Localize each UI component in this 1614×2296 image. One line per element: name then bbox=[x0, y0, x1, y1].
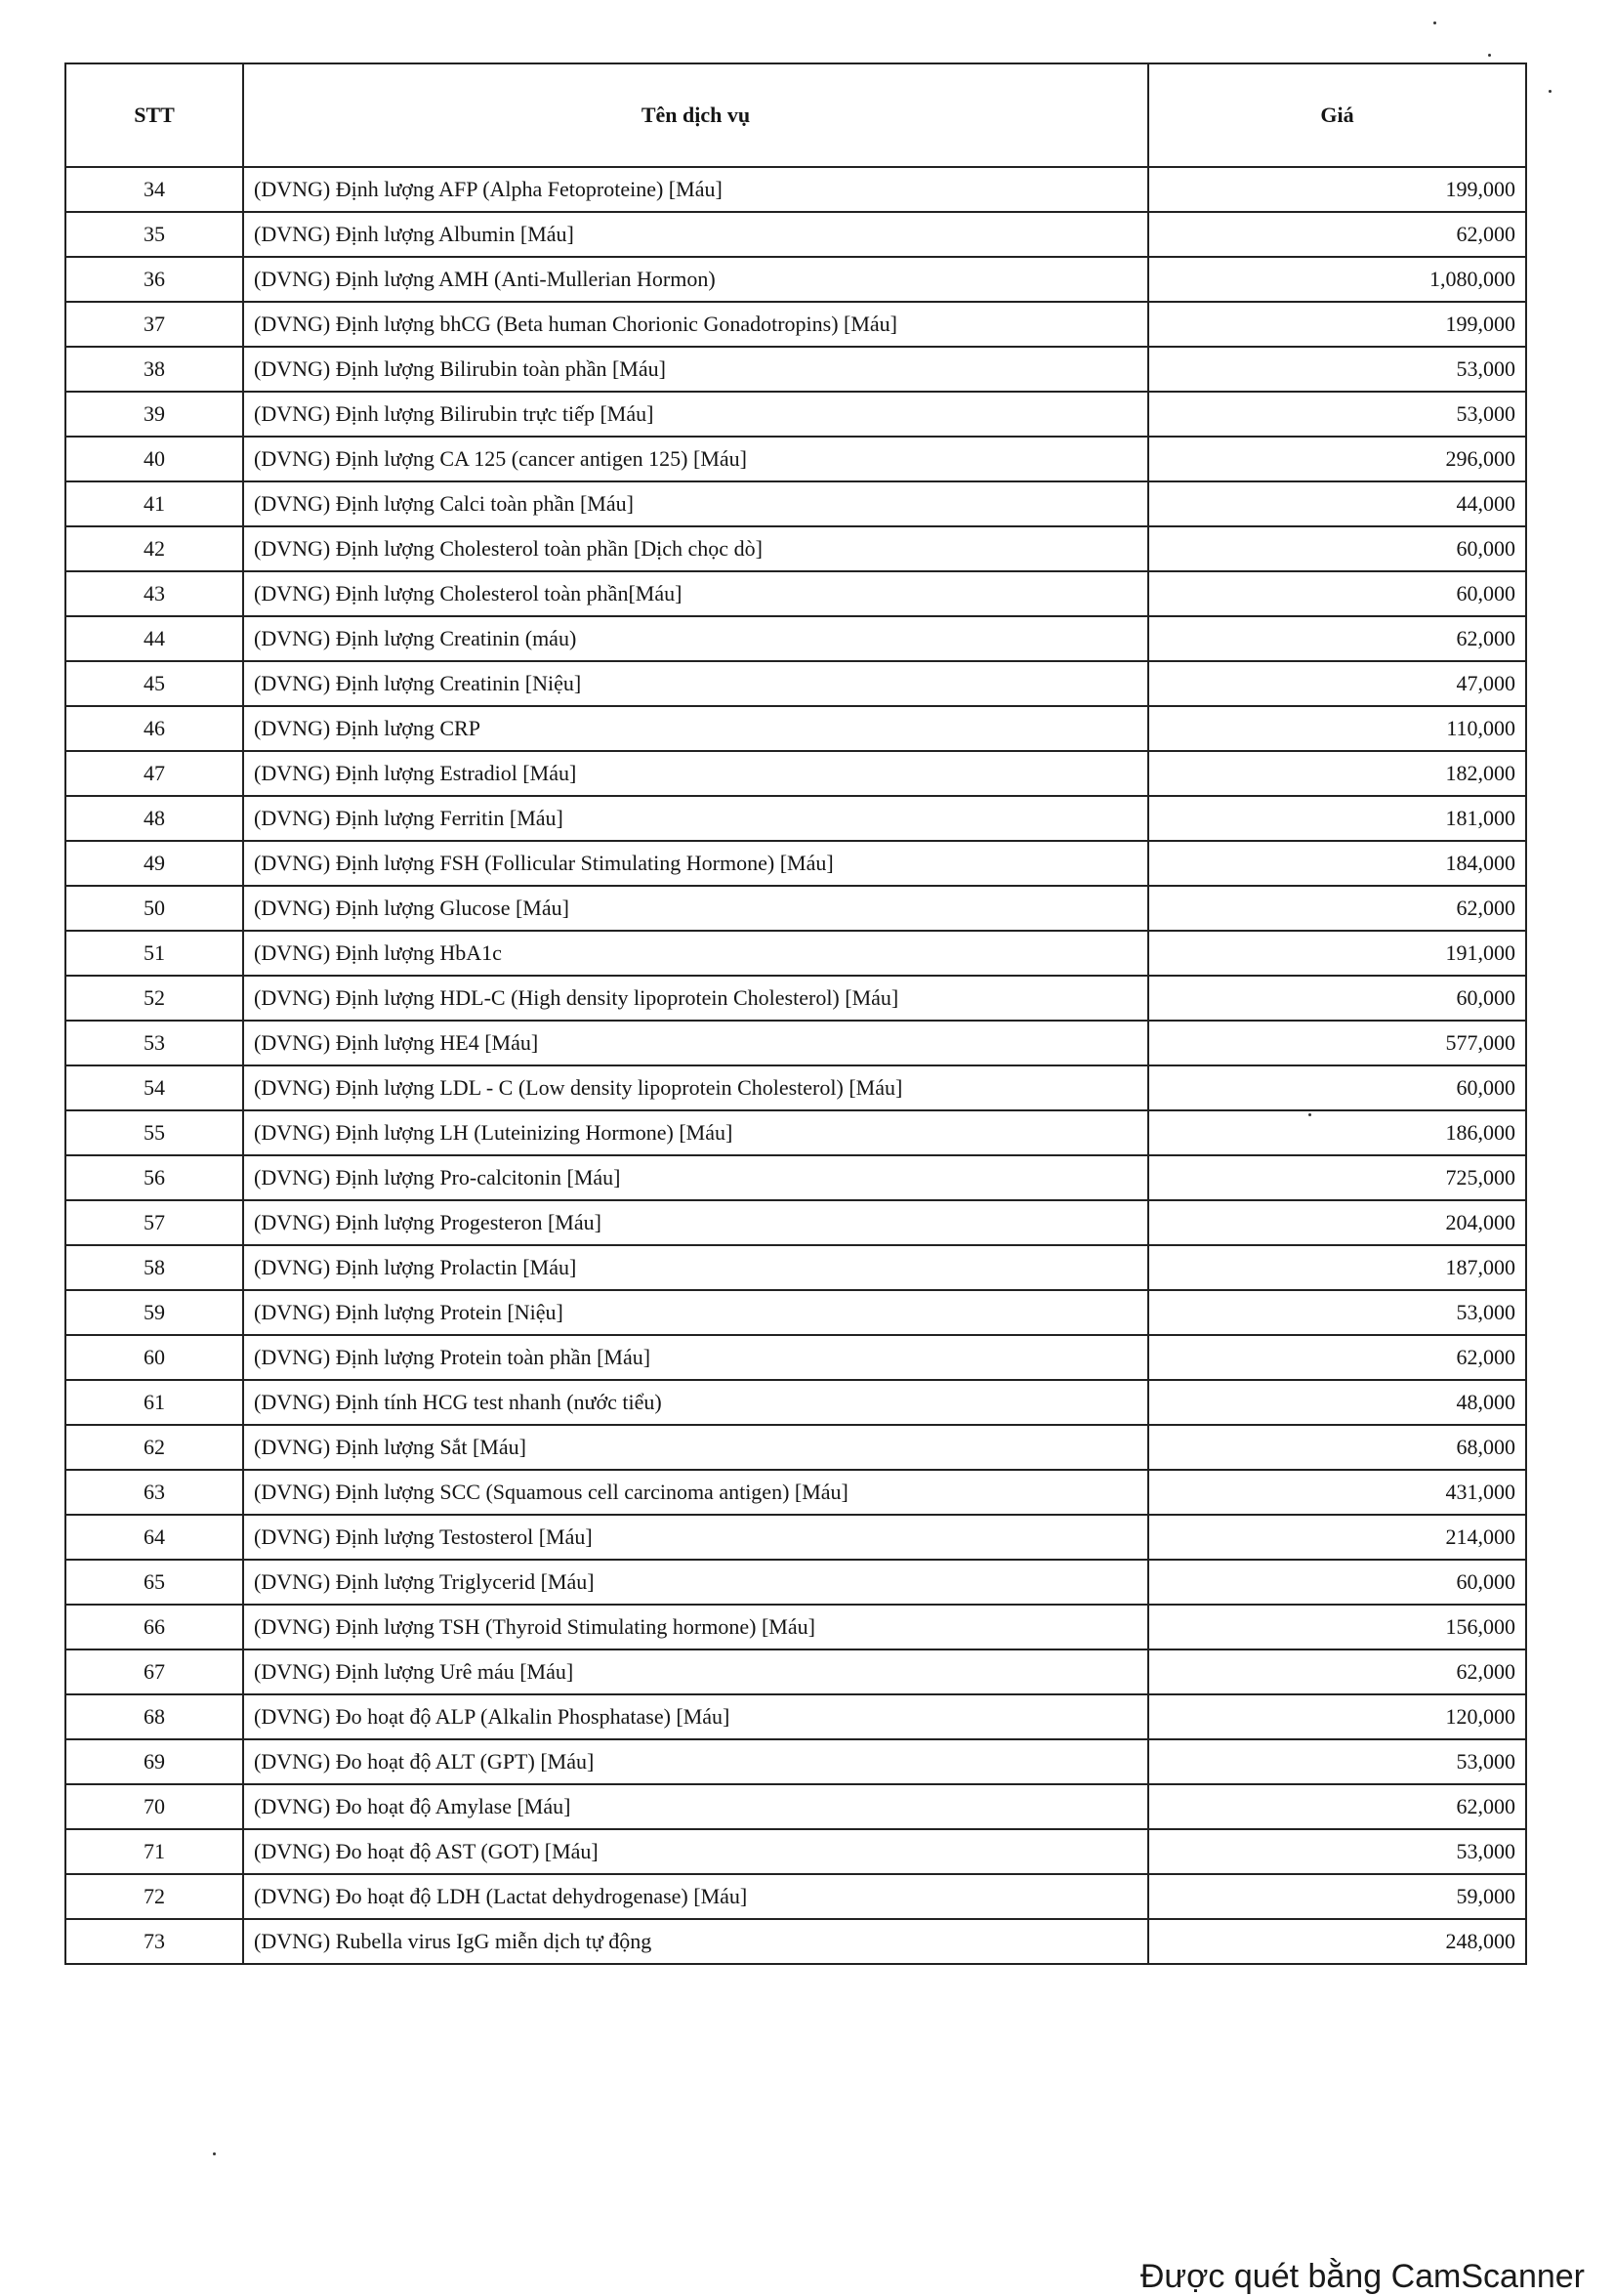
row-stt: 69 bbox=[65, 1739, 243, 1784]
table-row bbox=[65, 706, 1526, 751]
row-price: 725,000 bbox=[1148, 1155, 1526, 1200]
row-price: 248,000 bbox=[1148, 1919, 1526, 1964]
table-row bbox=[65, 437, 1526, 481]
row-price: 181,000 bbox=[1148, 796, 1526, 841]
row-service-name: (DVNG) Định lượng HE4 [Máu] bbox=[243, 1021, 1148, 1065]
table-row bbox=[65, 1919, 1526, 1964]
table-row bbox=[65, 1335, 1526, 1380]
row-service-name: (DVNG) Định lượng Glucose [Máu] bbox=[243, 886, 1148, 931]
row-stt: 56 bbox=[65, 1155, 243, 1200]
row-stt: 42 bbox=[65, 526, 243, 571]
row-stt: 70 bbox=[65, 1784, 243, 1829]
row-service-name: (DVNG) Định lượng Bilirubin trực tiếp [Máu] bbox=[243, 392, 1148, 437]
row-price: 182,000 bbox=[1148, 751, 1526, 796]
table-row bbox=[65, 481, 1526, 526]
row-service-name: (DVNG) Định lượng LDL - C (Low density lipoprotein Cholesterol) [Máu] bbox=[243, 1065, 1148, 1110]
camscanner-watermark: Được quét bằng CamScanner bbox=[1139, 2258, 1585, 2295]
row-price: 296,000 bbox=[1148, 437, 1526, 481]
row-price: 191,000 bbox=[1148, 931, 1526, 976]
table-row bbox=[65, 976, 1526, 1021]
row-price: 1,080,000 bbox=[1148, 257, 1526, 302]
row-price: 199,000 bbox=[1148, 302, 1526, 347]
table-row bbox=[65, 526, 1526, 571]
row-price: 120,000 bbox=[1148, 1694, 1526, 1739]
row-stt: 47 bbox=[65, 751, 243, 796]
table-row bbox=[65, 931, 1526, 976]
table-header-row bbox=[65, 63, 1526, 167]
row-price: 68,000 bbox=[1148, 1425, 1526, 1470]
row-service-name: (DVNG) Định tính HCG test nhanh (nước tiểu) bbox=[243, 1380, 1148, 1425]
row-service-name: (DVNG) Định lượng LH (Luteinizing Hormone) [Máu] bbox=[243, 1110, 1148, 1155]
row-price: 156,000 bbox=[1148, 1605, 1526, 1649]
row-price: 60,000 bbox=[1148, 1560, 1526, 1605]
row-stt: 38 bbox=[65, 347, 243, 392]
row-stt: 52 bbox=[65, 976, 243, 1021]
row-price: 62,000 bbox=[1148, 616, 1526, 661]
row-price: 59,000 bbox=[1148, 1874, 1526, 1919]
row-service-name: (DVNG) Định lượng TSH (Thyroid Stimulating hormone) [Máu] bbox=[243, 1605, 1148, 1649]
table-row bbox=[65, 796, 1526, 841]
row-stt: 73 bbox=[65, 1919, 243, 1964]
row-service-name: (DVNG) Định lượng Pro-calcitonin [Máu] bbox=[243, 1155, 1148, 1200]
table-row bbox=[65, 1605, 1526, 1649]
row-service-name: (DVNG) Định lượng Calci toàn phần [Máu] bbox=[243, 481, 1148, 526]
row-stt: 35 bbox=[65, 212, 243, 257]
row-service-name: (DVNG) Định lượng Triglycerid [Máu] bbox=[243, 1560, 1148, 1605]
row-stt: 51 bbox=[65, 931, 243, 976]
table-row bbox=[65, 1245, 1526, 1290]
table-row bbox=[65, 841, 1526, 886]
row-stt: 62 bbox=[65, 1425, 243, 1470]
row-service-name: (DVNG) Định lượng Cholesterol toàn phần [Dịch chọc dò] bbox=[243, 526, 1148, 571]
row-stt: 66 bbox=[65, 1605, 243, 1649]
row-service-name: (DVNG) Đo hoạt độ AST (GOT) [Máu] bbox=[243, 1829, 1148, 1874]
row-stt: 57 bbox=[65, 1200, 243, 1245]
row-stt: 68 bbox=[65, 1694, 243, 1739]
row-price: 184,000 bbox=[1148, 841, 1526, 886]
row-price: 187,000 bbox=[1148, 1245, 1526, 1290]
row-stt: 46 bbox=[65, 706, 243, 751]
table-row bbox=[65, 1110, 1526, 1155]
row-price: 53,000 bbox=[1148, 347, 1526, 392]
row-price: 199,000 bbox=[1148, 167, 1526, 212]
row-stt: 50 bbox=[65, 886, 243, 931]
row-price: 44,000 bbox=[1148, 481, 1526, 526]
header-price: Giá bbox=[1148, 63, 1526, 167]
table-row bbox=[65, 1784, 1526, 1829]
row-price: 62,000 bbox=[1148, 1335, 1526, 1380]
row-stt: 45 bbox=[65, 661, 243, 706]
row-stt: 44 bbox=[65, 616, 243, 661]
row-service-name: (DVNG) Định lượng Creatinin [Niệu] bbox=[243, 661, 1148, 706]
row-service-name: (DVNG) Định lượng HDL-C (High density lipoprotein Cholesterol) [Máu] bbox=[243, 976, 1148, 1021]
row-service-name: (DVNG) Định lượng Prolactin [Máu] bbox=[243, 1245, 1148, 1290]
row-service-name: (DVNG) Định lượng Cholesterol toàn phần[Máu] bbox=[243, 571, 1148, 616]
row-price: 60,000 bbox=[1148, 526, 1526, 571]
row-stt: 36 bbox=[65, 257, 243, 302]
row-stt: 61 bbox=[65, 1380, 243, 1425]
table-row bbox=[65, 302, 1526, 347]
row-stt: 65 bbox=[65, 1560, 243, 1605]
table-row bbox=[65, 751, 1526, 796]
row-price: 110,000 bbox=[1148, 706, 1526, 751]
row-service-name: (DVNG) Định lượng Sắt [Máu] bbox=[243, 1425, 1148, 1470]
table-row bbox=[65, 1290, 1526, 1335]
row-stt: 34 bbox=[65, 167, 243, 212]
table-row bbox=[65, 1155, 1526, 1200]
row-price: 62,000 bbox=[1148, 212, 1526, 257]
table-row bbox=[65, 257, 1526, 302]
row-stt: 41 bbox=[65, 481, 243, 526]
row-stt: 39 bbox=[65, 392, 243, 437]
row-price: 60,000 bbox=[1148, 571, 1526, 616]
row-stt: 59 bbox=[65, 1290, 243, 1335]
row-service-name: (DVNG) Định lượng bhCG (Beta human Chorionic Gonadotropins) [Máu] bbox=[243, 302, 1148, 347]
table-row bbox=[65, 1649, 1526, 1694]
row-stt: 58 bbox=[65, 1245, 243, 1290]
row-service-name: (DVNG) Định lượng AFP (Alpha Fetoproteine) [Máu] bbox=[243, 167, 1148, 212]
row-stt: 37 bbox=[65, 302, 243, 347]
row-price: 60,000 bbox=[1148, 976, 1526, 1021]
row-service-name: (DVNG) Đo hoạt độ ALP (Alkalin Phosphatase) [Máu] bbox=[243, 1694, 1148, 1739]
row-service-name: (DVNG) Định lượng Protein toàn phần [Máu] bbox=[243, 1335, 1148, 1380]
row-price: 62,000 bbox=[1148, 886, 1526, 931]
row-service-name: (DVNG) Định lượng HbA1c bbox=[243, 931, 1148, 976]
row-service-name: (DVNG) Định lượng Bilirubin toàn phần [Máu] bbox=[243, 347, 1148, 392]
row-stt: 71 bbox=[65, 1829, 243, 1874]
row-price: 62,000 bbox=[1148, 1784, 1526, 1829]
row-price: 577,000 bbox=[1148, 1021, 1526, 1065]
row-service-name: (DVNG) Đo hoạt độ LDH (Lactat dehydrogenase) [Máu] bbox=[243, 1874, 1148, 1919]
table-row bbox=[65, 167, 1526, 212]
row-price: 53,000 bbox=[1148, 1829, 1526, 1874]
row-service-name: (DVNG) Định lượng AMH (Anti-Mullerian Hormon) bbox=[243, 257, 1148, 302]
header-service-name: Tên dịch vụ bbox=[243, 63, 1148, 167]
table-row bbox=[65, 1829, 1526, 1874]
table-body bbox=[65, 167, 1526, 1964]
row-price: 47,000 bbox=[1148, 661, 1526, 706]
table-row bbox=[65, 1515, 1526, 1560]
row-price: 53,000 bbox=[1148, 392, 1526, 437]
table-row bbox=[65, 661, 1526, 706]
table-row bbox=[65, 1560, 1526, 1605]
row-service-name: (DVNG) Định lượng SCC (Squamous cell carcinoma antigen) [Máu] bbox=[243, 1470, 1148, 1515]
table-row bbox=[65, 1739, 1526, 1784]
row-stt: 63 bbox=[65, 1470, 243, 1515]
row-stt: 49 bbox=[65, 841, 243, 886]
table-row bbox=[65, 1021, 1526, 1065]
row-service-name: (DVNG) Đo hoạt độ ALT (GPT) [Máu] bbox=[243, 1739, 1148, 1784]
row-service-name: (DVNG) Định lượng Estradiol [Máu] bbox=[243, 751, 1148, 796]
table-row bbox=[65, 886, 1526, 931]
row-price: 186,000 bbox=[1148, 1110, 1526, 1155]
row-price: 214,000 bbox=[1148, 1515, 1526, 1560]
row-stt: 48 bbox=[65, 796, 243, 841]
table-row bbox=[65, 571, 1526, 616]
row-service-name: (DVNG) Đo hoạt độ Amylase [Máu] bbox=[243, 1784, 1148, 1829]
row-service-name: (DVNG) Định lượng Progesteron [Máu] bbox=[243, 1200, 1148, 1245]
row-service-name: (DVNG) Định lượng Urê máu [Máu] bbox=[243, 1649, 1148, 1694]
table-row bbox=[65, 347, 1526, 392]
table-row bbox=[65, 1694, 1526, 1739]
row-service-name: (DVNG) Định lượng FSH (Follicular Stimulating Hormone) [Máu] bbox=[243, 841, 1148, 886]
row-service-name: (DVNG) Rubella virus IgG miễn dịch tự động bbox=[243, 1919, 1148, 1964]
row-service-name: (DVNG) Định lượng Albumin [Máu] bbox=[243, 212, 1148, 257]
table-row bbox=[65, 1065, 1526, 1110]
row-stt: 67 bbox=[65, 1649, 243, 1694]
table-row bbox=[65, 1200, 1526, 1245]
table-row bbox=[65, 616, 1526, 661]
row-stt: 40 bbox=[65, 437, 243, 481]
row-service-name: (DVNG) Định lượng CA 125 (cancer antigen 125) [Máu] bbox=[243, 437, 1148, 481]
row-price: 431,000 bbox=[1148, 1470, 1526, 1515]
row-price: 48,000 bbox=[1148, 1380, 1526, 1425]
row-service-name: (DVNG) Định lượng Creatinin (máu) bbox=[243, 616, 1148, 661]
row-stt: 54 bbox=[65, 1065, 243, 1110]
row-stt: 72 bbox=[65, 1874, 243, 1919]
row-stt: 53 bbox=[65, 1021, 243, 1065]
row-price: 204,000 bbox=[1148, 1200, 1526, 1245]
row-stt: 64 bbox=[65, 1515, 243, 1560]
table-row bbox=[65, 1425, 1526, 1470]
table-row bbox=[65, 392, 1526, 437]
service-price-table bbox=[64, 63, 1527, 1965]
table-row bbox=[65, 212, 1526, 257]
row-service-name: (DVNG) Định lượng Ferritin [Máu] bbox=[243, 796, 1148, 841]
row-stt: 60 bbox=[65, 1335, 243, 1380]
table-row bbox=[65, 1874, 1526, 1919]
row-stt: 55 bbox=[65, 1110, 243, 1155]
row-stt: 43 bbox=[65, 571, 243, 616]
row-price: 53,000 bbox=[1148, 1290, 1526, 1335]
row-service-name: (DVNG) Định lượng CRP bbox=[243, 706, 1148, 751]
row-price: 53,000 bbox=[1148, 1739, 1526, 1784]
header-stt: STT bbox=[65, 63, 243, 167]
table-row bbox=[65, 1380, 1526, 1425]
row-service-name: (DVNG) Định lượng Protein [Niệu] bbox=[243, 1290, 1148, 1335]
row-price: 62,000 bbox=[1148, 1649, 1526, 1694]
row-service-name: (DVNG) Định lượng Testosterol [Máu] bbox=[243, 1515, 1148, 1560]
row-price: 60,000 bbox=[1148, 1065, 1526, 1110]
table-row bbox=[65, 1470, 1526, 1515]
